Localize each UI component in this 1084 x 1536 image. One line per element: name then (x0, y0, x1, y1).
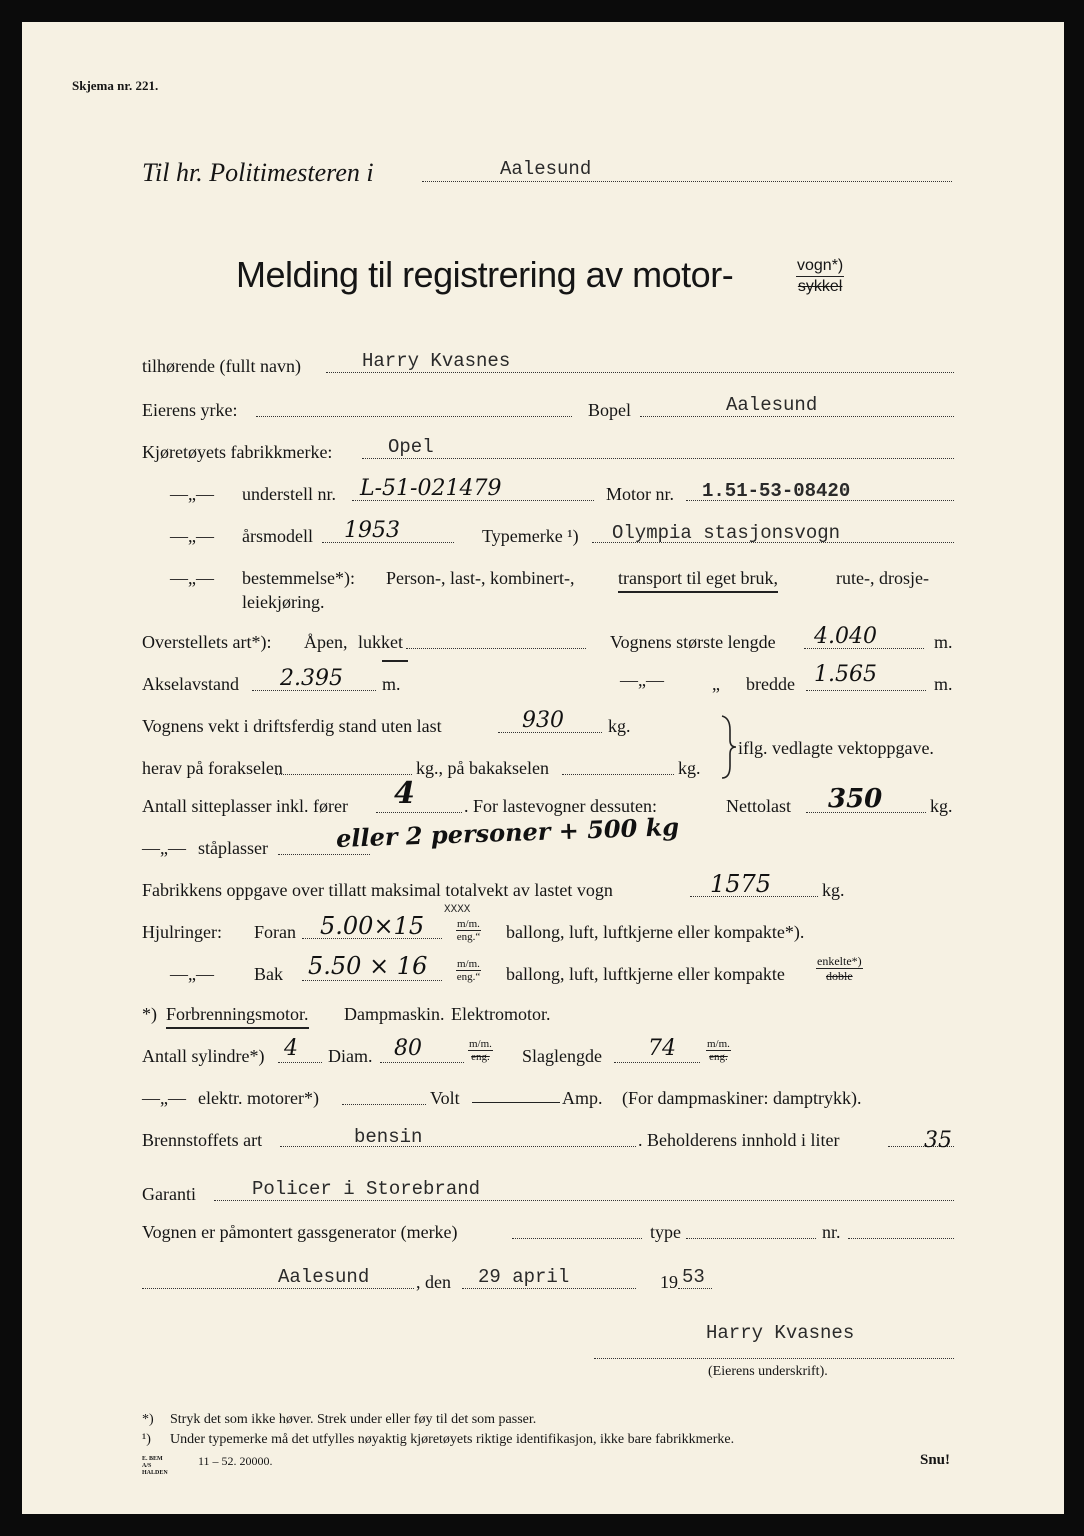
fuel-value: bensin (354, 1126, 423, 1148)
form-number: Skjema nr. 221. (72, 78, 159, 93)
wheelbase-value: 2.395 (280, 666, 343, 691)
body-type-underline (382, 660, 408, 662)
max-weight-value: 1575 (710, 870, 772, 898)
purpose-options: Person-, last-, kombinert-, (386, 568, 575, 588)
net-load-value: 350 (828, 784, 883, 814)
stroke-line (614, 1062, 700, 1063)
weight-label: Vognens vekt i driftsferdig stand uten last (142, 716, 442, 736)
width-line (806, 690, 926, 691)
registration-form (22, 22, 1064, 1514)
motor-label: Motor nr. (606, 484, 675, 504)
cylinders-label: Antall sylindre*) (142, 1046, 265, 1066)
ditto-1: —„— (170, 484, 214, 504)
electric-label: elektr. motorer*) (198, 1088, 319, 1108)
diam-value: 80 (394, 1036, 422, 1061)
footnote-1-text: Stryk det som ikke høver. Strek under eller føy til det som passer. (170, 1412, 537, 1427)
ditto-6: —„— (170, 964, 214, 984)
width-quote: „ (712, 674, 720, 694)
stroke-label: Slaglengde (522, 1046, 602, 1066)
chassis-value: L-51-021479 (360, 476, 502, 501)
net-load-unit: kg. (930, 796, 953, 816)
engine-rest: Dampmaskin. Elektromotor. (344, 1004, 551, 1024)
standing-line (278, 854, 370, 855)
chassis-label: understell nr. (242, 484, 336, 504)
width-value: 1.565 (814, 662, 877, 687)
printer-code: 11 – 52. 20000. (198, 1454, 273, 1468)
date-year: 53 (682, 1266, 705, 1288)
tires-rear-unit (456, 958, 481, 983)
addressee-label: Til hr. Politimesteren i (142, 158, 374, 187)
length-label: Vognens største lengde (610, 632, 776, 652)
diam-unit-mm: m/m. (469, 1038, 492, 1050)
diam-unit-eng: eng. (471, 1051, 490, 1063)
engine-marker: *) (142, 1004, 157, 1024)
make-value: Opel (388, 436, 434, 458)
date-den: , den (416, 1272, 451, 1292)
cylinders-value: 4 (284, 1036, 298, 1061)
addressee-value: Aalesund (500, 158, 592, 180)
gas-nr-label: nr. (822, 1222, 841, 1242)
turn-over: Snu! (920, 1452, 951, 1468)
model-year-label: årsmodell (242, 526, 313, 546)
tank-value: 35 (924, 1128, 952, 1153)
max-weight-label: Fabrikkens oppgave over tillatt maksimal totalvekt av lastet vogn (142, 880, 613, 900)
rear-axle-line (562, 774, 674, 775)
seats-line (376, 812, 462, 813)
gas-generator-line (512, 1238, 642, 1239)
amp-label: Amp. (562, 1088, 603, 1108)
tires-rear-unit-eng: eng.“ (456, 971, 481, 983)
stroke-value: 74 (648, 1036, 676, 1061)
owner-label: tilhørende (fullt navn) (142, 356, 301, 376)
signature-label: (Eierens underskrift). (708, 1364, 828, 1379)
addressee-line (422, 181, 952, 182)
form-title: Melding til registrering av motor- (236, 254, 734, 295)
trucks-label: . For lastevogner dessuten: (464, 796, 657, 816)
year-line (678, 1288, 712, 1289)
diam-label: Diam. (328, 1046, 373, 1066)
tires-single: enkelte*) (817, 954, 862, 968)
stroke-unit-mm: m/m. (707, 1038, 730, 1050)
stroke-unit-eng: eng. (709, 1051, 728, 1063)
footnote-2-mark: ¹) (142, 1432, 151, 1447)
tank-label: . Beholderens innhold i liter (638, 1130, 840, 1150)
gas-type-line (686, 1238, 816, 1239)
tires-front-unit-mm: m/m. (457, 918, 480, 930)
residence-value: Aalesund (726, 394, 818, 416)
tires-rear-desc: ballong, luft, luftkjerne eller kompakte (506, 964, 785, 984)
tires-rear-type (816, 954, 863, 983)
purpose-rest: rute-, drosje- (836, 568, 929, 588)
body-option-open: Åpen, (304, 632, 348, 652)
gas-nr-line (848, 1238, 954, 1239)
date-line (462, 1288, 636, 1289)
weight-value: 930 (522, 708, 564, 733)
fuel-label: Brennstoffets art (142, 1130, 263, 1150)
ditto-5: —„— (142, 838, 186, 858)
owner-line (326, 372, 954, 373)
place-value: Aalesund (278, 1266, 370, 1288)
gas-generator-label: Vognen er påmontert gassgenerator (merke) (142, 1222, 458, 1242)
guarantee-label: Garanti (142, 1184, 196, 1204)
width-label: bredde (746, 674, 795, 694)
wheelbase-label: Akselavstand (142, 674, 239, 694)
seats-value: 4 (394, 776, 415, 811)
type-mark-label: Typemerke ¹) (482, 526, 579, 546)
fuel-line (280, 1146, 636, 1147)
ditto-7: —„— (142, 1088, 186, 1108)
volt-line (472, 1102, 560, 1103)
tires-rear-unit-mm: m/m. (457, 958, 480, 970)
footnote-2-text: Under typemerke må det utfylles nøyaktig kjøretøyets riktige identifikasjon, ikke bare fabrikkmerke. (170, 1432, 735, 1447)
type-mark-value: Olympia stasjonsvogn (612, 522, 841, 544)
model-year-value: 1953 (344, 518, 400, 543)
cylinders-line (278, 1062, 322, 1063)
make-line (362, 458, 954, 459)
tires-rear-value: 5.50 × 16 (308, 952, 428, 980)
guarantee-value: Policer i Storebrand (252, 1178, 481, 1200)
tires-front-strike: XXXX (444, 904, 471, 916)
date-value: 29 april (478, 1266, 570, 1288)
length-value: 4.040 (814, 624, 877, 649)
ditto-3: —„— (170, 568, 214, 588)
standing-label: ståplasser (198, 838, 268, 858)
length-unit: m. (934, 632, 953, 652)
occupation-line (256, 416, 572, 417)
date-century: 19 (660, 1272, 678, 1292)
tires-front-unit-eng: eng.“ (456, 931, 481, 943)
purpose-selected: transport til eget bruk, (618, 568, 778, 593)
seats-label: Antall sitteplasser inkl. fører (142, 796, 348, 816)
stroke-unit (706, 1038, 731, 1063)
tires-front-value: 5.00×15 (320, 912, 425, 940)
residence-line (640, 416, 954, 417)
diam-line (380, 1062, 464, 1063)
tires-front-desc: ballong, luft, luftkjerne eller kompakte*). (506, 922, 805, 942)
printer-name: E. BEM A/S HALDEN (142, 1456, 168, 1476)
signature-value: Harry Kvasnes (706, 1322, 855, 1344)
guarantee-line (214, 1200, 954, 1201)
signature-line (594, 1358, 954, 1359)
tires-double: doble (825, 969, 853, 983)
body-type-line (406, 648, 586, 649)
make-label: Kjøretøyets fabrikkmerke: (142, 442, 333, 462)
purpose-label: bestemmelse*): (242, 568, 355, 588)
purpose-line2: leiekjøring. (242, 592, 325, 612)
tires-label: Hjulringer: (142, 922, 222, 942)
footnote-1-mark: *) (142, 1412, 154, 1427)
steam-label: (For dampmaskiner: damptrykk). (622, 1088, 862, 1108)
engine-selected: Forbrenningsmotor. (166, 1004, 309, 1029)
ditto-2: —„— (170, 526, 214, 546)
rear-axle-label: kg., på bakakselen (416, 758, 549, 778)
volt-label: Volt (430, 1088, 460, 1108)
tires-front-unit (456, 918, 481, 943)
front-axle-label: herav på forakselen (142, 758, 283, 778)
title-options (796, 256, 844, 297)
front-axle-line (276, 774, 412, 775)
tires-rear-label: Bak (254, 964, 283, 984)
weight-unit: kg. (608, 716, 631, 736)
motor-value: 1.51-53-08420 (702, 480, 851, 502)
place-line (142, 1288, 414, 1289)
max-weight-unit: kg. (822, 880, 845, 900)
occupation-label: Eierens yrke: (142, 400, 238, 420)
wheelbase-unit: m. (382, 674, 401, 694)
body-option-closed: lukket (358, 632, 403, 652)
title-option-car: vogn*) (796, 256, 844, 277)
ditto-4: —„— (620, 670, 664, 690)
title-option-cycle: sykkel (797, 278, 843, 295)
diam-unit (468, 1038, 493, 1063)
width-unit: m. (934, 674, 953, 694)
tires-rear-line (302, 980, 442, 981)
weight-note: iflg. vedlagte vektoppgave. (738, 738, 934, 758)
owner-value: Harry Kvasnes (362, 350, 511, 372)
electric-line (342, 1104, 426, 1105)
net-load-label: Nettolast (726, 796, 791, 816)
rear-axle-unit: kg. (678, 758, 701, 778)
tires-front-unit-top (456, 918, 481, 931)
tires-front-label: Foran (254, 922, 296, 942)
body-type-label: Overstellets art*): (142, 632, 272, 652)
weight-brace (718, 714, 738, 780)
gas-type-label: type (650, 1222, 681, 1242)
standing-value: eller 2 personer + 500 kg (335, 812, 680, 853)
residence-label: Bopel (588, 400, 631, 420)
